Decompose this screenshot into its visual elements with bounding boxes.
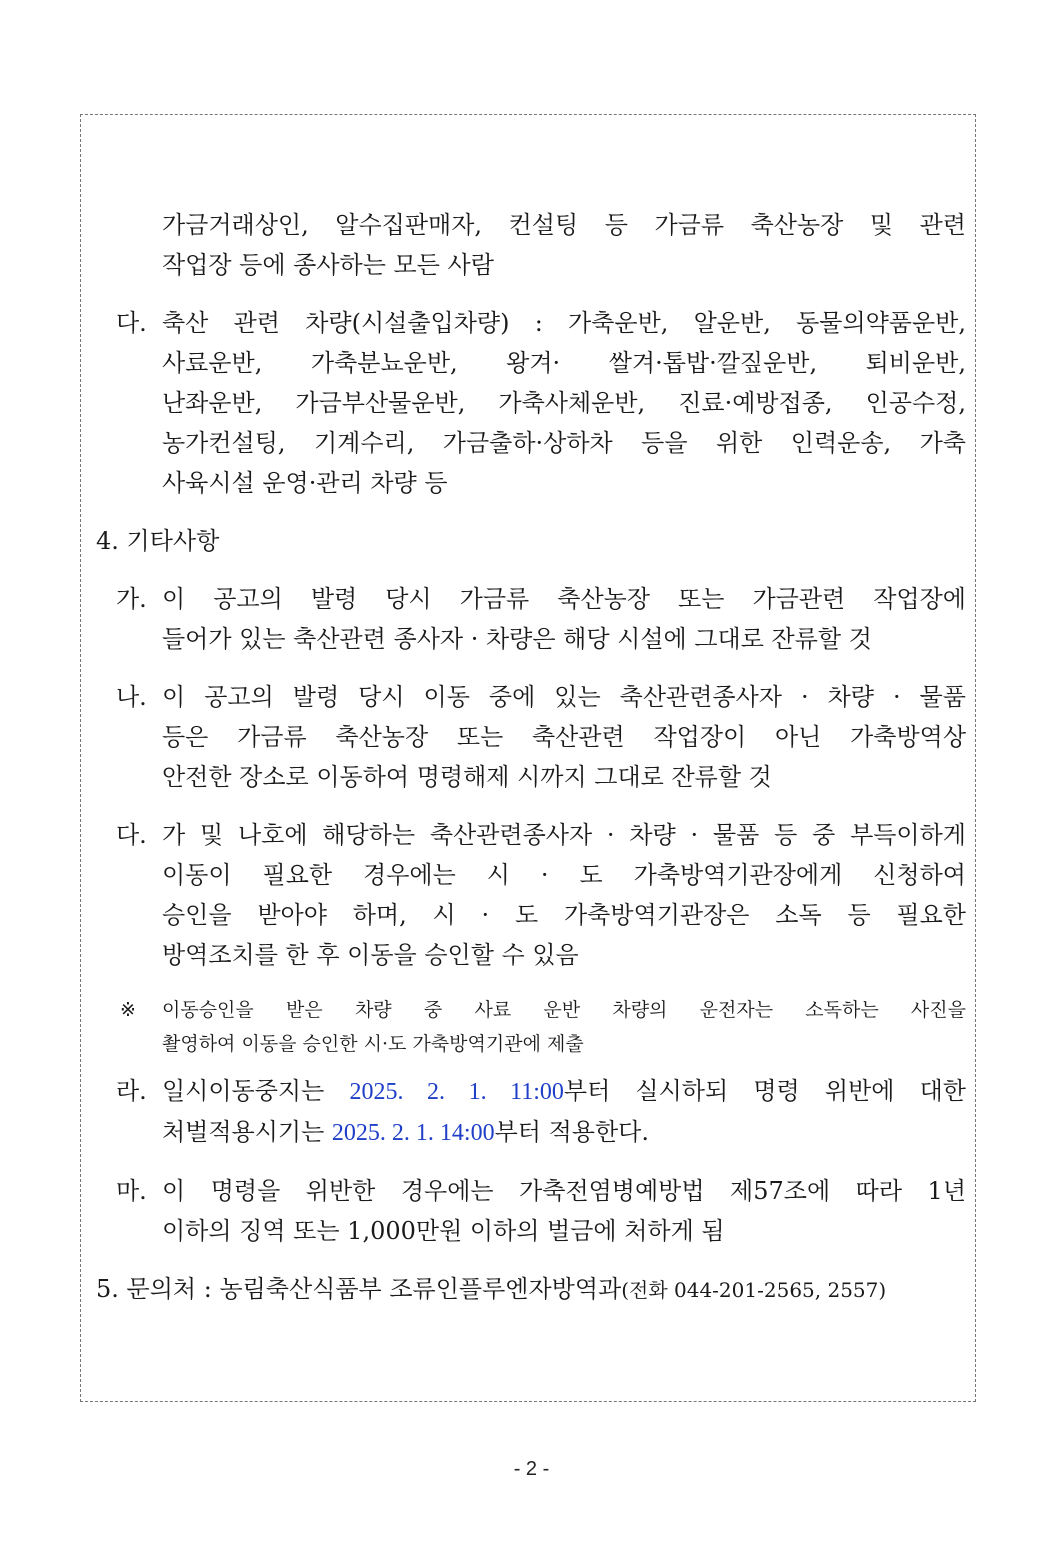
reference-note bbox=[96, 993, 966, 1061]
item-ga bbox=[96, 579, 966, 659]
item-label: 라. bbox=[116, 1077, 147, 1105]
text-line: 방역조치를 한 후 이동을 승인할 수 있음 bbox=[162, 941, 579, 969]
section-number: 4. bbox=[96, 527, 119, 555]
text-line: 이 공고의 발령 당시 이동 중에 있는 축산관련종사자 · 차량 · 물품 bbox=[162, 683, 966, 711]
start-datetime: 2025. 2. 1. 11:00 bbox=[349, 1079, 564, 1105]
text-line: 가 및 나호에 해당하는 축산관련종사자 · 차량 · 물품 등 중 부득이하게 bbox=[162, 821, 966, 849]
text-line: 촬영하여 이동을 승인한 시·도 가축방역기관에 제출 bbox=[162, 1033, 584, 1055]
text-line: 사료운반, 가축분뇨운반, 왕겨· 쌀겨·톱밥·깔짚운반, 퇴비운반, bbox=[162, 349, 966, 377]
item-na bbox=[96, 677, 966, 797]
text-line: 난좌운반, 가금부산물운반, 가축사체운반, 진료·예방접종, 인공수정, bbox=[162, 389, 966, 417]
item-ma bbox=[96, 1171, 966, 1251]
item-label: 다. bbox=[116, 309, 147, 337]
continued-paragraph bbox=[96, 205, 966, 285]
section-4-heading bbox=[96, 521, 966, 561]
text-line: 농가컨설팅, 기계수리, 가금출하·상하차 등을 위한 인력운송, 가축 bbox=[162, 429, 966, 457]
section-5-contact bbox=[96, 1269, 966, 1310]
text-segment: 처벌적용시기는 bbox=[162, 1118, 332, 1146]
section-title: 기타사항 bbox=[126, 527, 220, 555]
item-da-vehicles bbox=[96, 303, 966, 503]
page-number: - 2 - bbox=[513, 1458, 550, 1480]
text-line: 이동승인을 받은 차량 중 사료 운반 차량의 운전자는 소독하는 사진을 bbox=[162, 999, 966, 1021]
text-segment: 일시이동중지는 bbox=[162, 1077, 350, 1105]
item-label: 마. bbox=[116, 1177, 147, 1205]
text-line: 안전한 장소로 이동하여 명령해제 시까지 그대로 잔류할 것 bbox=[162, 763, 772, 791]
text-line: 작업장 등에 종사하는 모든 사람 bbox=[162, 251, 494, 279]
text-line: 등은 가금류 축산농장 또는 축산관련 작업장이 아닌 가축방역상 bbox=[162, 723, 966, 751]
item-da-approval bbox=[96, 815, 966, 975]
item-label: 다. bbox=[116, 821, 147, 849]
document-body bbox=[96, 205, 966, 1310]
contact-department: 문의처 : 농림축산식품부 조류인플루엔자방역과 bbox=[126, 1275, 622, 1303]
penalty-datetime: 2025. 2. 1. 14:00 bbox=[331, 1120, 495, 1146]
text-line: 가금거래상인, 알수집판매자, 컨설팅 등 가금류 축산농장 및 관련 bbox=[162, 211, 966, 239]
item-ra bbox=[96, 1071, 966, 1153]
text-line: 승인을 받아야 하며, 시 · 도 가축방역기관장은 소독 등 필요한 bbox=[162, 901, 966, 929]
text-line bbox=[162, 1112, 966, 1153]
text-line: 사육시설 운영·관리 차량 등 bbox=[162, 469, 448, 497]
text-line: 축산 관련 차량(시설출입차량) : 가축운반, 알운반, 동물의약품운반, bbox=[162, 309, 966, 337]
text-segment: 부터 적용한다. bbox=[494, 1118, 649, 1146]
text-line: 이동이 필요한 경우에는 시 · 도 가축방역기관장에게 신청하여 bbox=[162, 861, 966, 889]
text-segment: 부터 실시하되 명령 위반에 대한 bbox=[563, 1077, 966, 1105]
text-line: 이 공고의 발령 당시 가금류 축산농장 또는 가금관련 작업장에 bbox=[162, 585, 966, 613]
item-label: 나. bbox=[116, 683, 147, 711]
text-line bbox=[162, 1071, 966, 1112]
item-label: 가. bbox=[116, 585, 147, 613]
text-line: 이 명령을 위반한 경우에는 가축전염병예방법 제57조에 따라 1년 bbox=[162, 1177, 966, 1205]
text-line: 들어가 있는 축산관련 종사자 · 차량은 해당 시설에 그대로 잔류할 것 bbox=[162, 625, 872, 653]
text-line: 이하의 징역 또는 1,000만원 이하의 벌금에 처하게 됨 bbox=[162, 1217, 725, 1245]
section-number: 5. bbox=[96, 1275, 119, 1303]
note-mark: ※ bbox=[120, 999, 136, 1021]
contact-phone: (전화 044-201-2565, 2557) bbox=[621, 1278, 887, 1302]
